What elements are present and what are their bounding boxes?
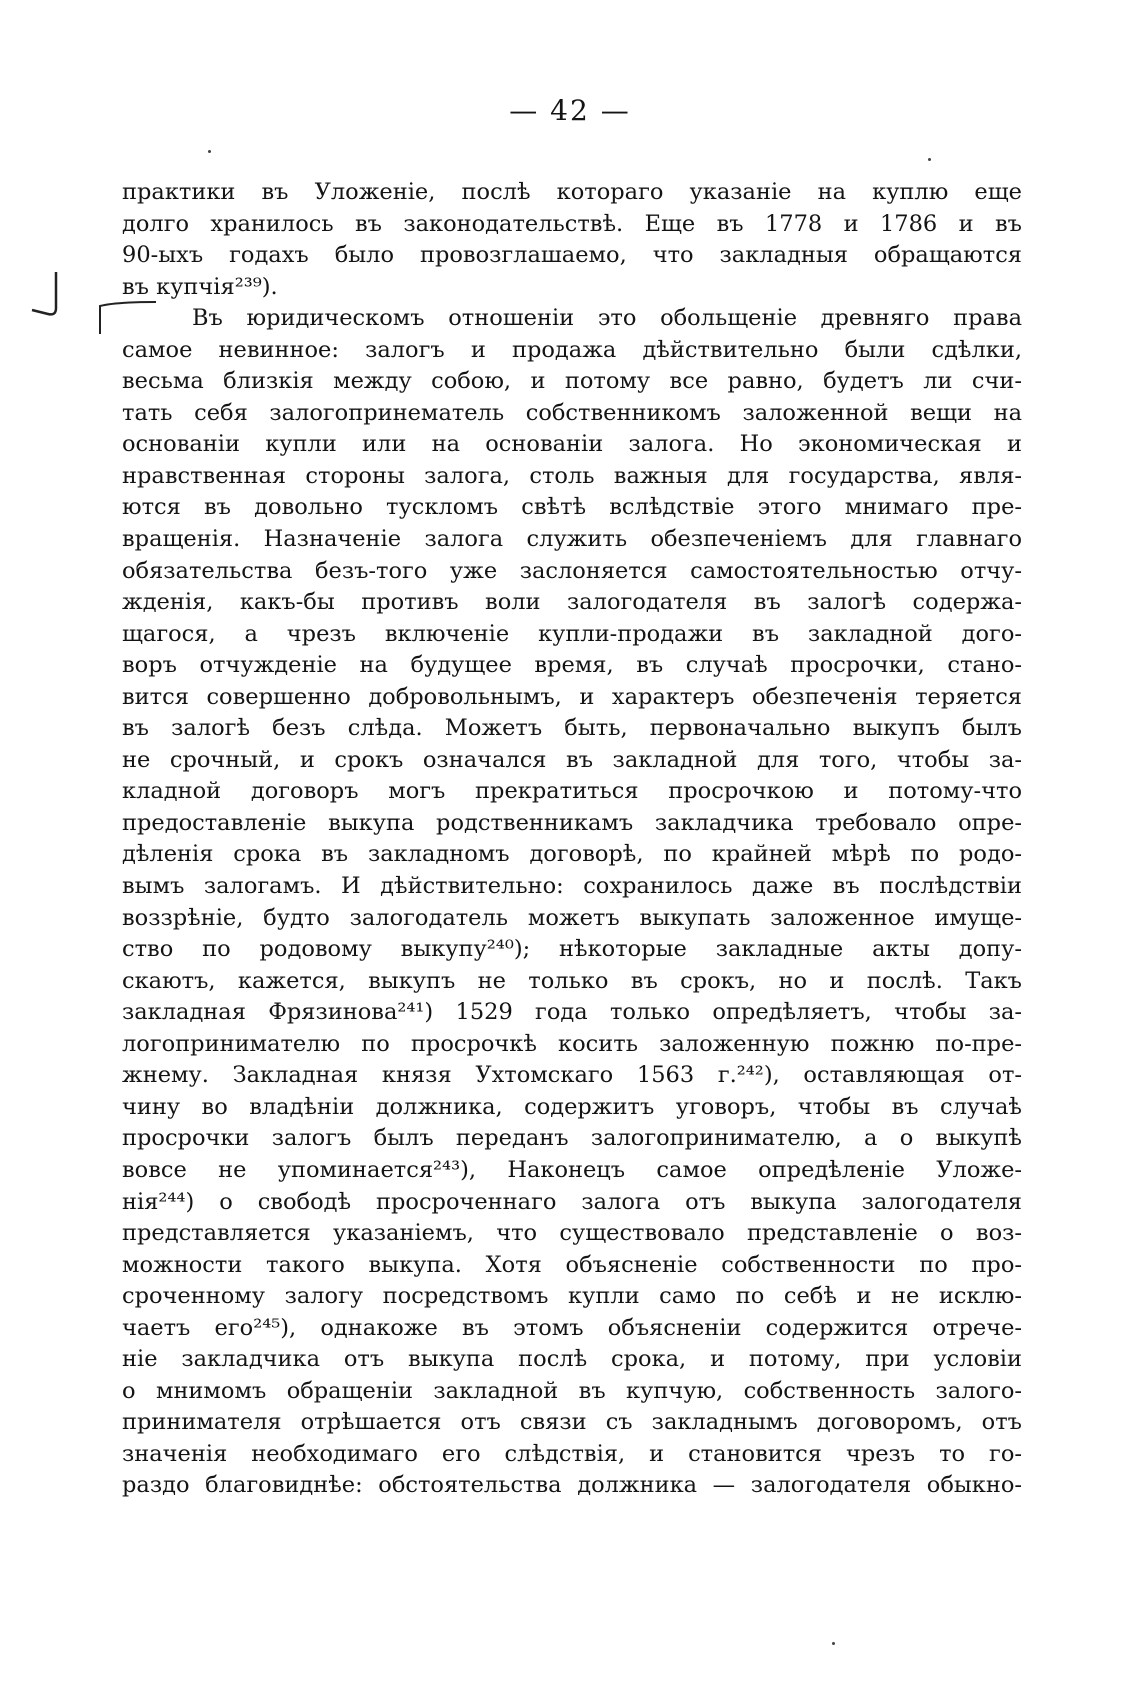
text-line: въ залогѣ безъ слѣда. Можетъ быть, первоначально выкупъ былъ bbox=[122, 715, 1022, 742]
text-line: просрочки залогъ былъ переданъ залогопринимателю, а о выкупѣ bbox=[122, 1125, 1022, 1152]
text-line: воръ отчужденіе на будущее время, въ случаѣ просрочки, стано- bbox=[122, 652, 1022, 679]
body-text bbox=[122, 177, 1022, 1502]
text-line: закладная Фрязинова²⁴¹) 1529 года только опредѣляетъ, чтобы за- bbox=[122, 999, 1022, 1026]
text-line: ніе закладчика отъ выкупа послѣ срока, и потому, при условіи bbox=[122, 1346, 1022, 1373]
text-line: нія²⁴⁴) о свободѣ просроченнаго залога отъ выкупа залогодателя bbox=[122, 1188, 1022, 1215]
text-line: въ купчія²³⁹). bbox=[122, 273, 278, 300]
page-number: — 42 — bbox=[509, 94, 631, 127]
page-speck bbox=[928, 158, 931, 161]
text-line: жнему. Закладная князя Ухтомскаго 1563 г.²⁴²), оставляющая от- bbox=[122, 1062, 1022, 1089]
text-line: вымъ залогамъ. И дѣйствительно: сохранилось даже въ послѣдствіи bbox=[122, 873, 1022, 900]
text-line: 90-ыхъ годахъ было провозглашаемо, что закладныя обращаются bbox=[122, 242, 1022, 269]
text-line: можности такого выкупа. Хотя объясненіе собственности по про- bbox=[122, 1251, 1022, 1278]
text-line: вится совершенно добровольнымъ, и характеръ обезпеченія теряется bbox=[122, 683, 1022, 710]
text-line: жденія, какъ-бы противъ воли залогодателя въ залогѣ содержа- bbox=[122, 589, 1022, 616]
text-line: представляется указаніемъ, что существовало представленіе о воз- bbox=[122, 1220, 1022, 1247]
text-line: дѣленія срока въ закладномъ договорѣ, по крайней мѣрѣ по родо- bbox=[122, 841, 1022, 868]
text-line: вовсе не упоминается²⁴³), Наконецъ самое опредѣленіе Уложе- bbox=[122, 1156, 1022, 1183]
text-line: принимателя отрѣшается отъ связи съ закладнымъ договоромъ, отъ bbox=[122, 1409, 1022, 1436]
text-line: практики въ Уложеніе, послѣ котораго указаніе на куплю еще bbox=[122, 179, 1022, 205]
text-line: сроченному залогу посредствомъ купли само по себѣ и не исклю- bbox=[122, 1283, 1022, 1310]
text-line: раздо благовиднѣе: обстоятельства должника — залогодателя обыкно- bbox=[122, 1472, 1022, 1499]
text-line: основаніи купли или на основаніи залога. Но экономическая и bbox=[122, 431, 1022, 458]
text-line: самое невинное: залогъ и продажа дѣйствительно были сдѣлки, bbox=[122, 336, 1022, 363]
text-line: кладной договоръ могъ прекратиться просрочкою и потому-что bbox=[122, 778, 1022, 805]
text-line: вращенія. Назначеніе залога служить обезпеченіемъ для главнаго bbox=[122, 526, 1022, 553]
text-line: чаетъ его²⁴⁵), однакоже въ этомъ объясненіи содержится отрече- bbox=[122, 1314, 1022, 1341]
text-line: ются въ довольно тускломъ свѣтѣ вслѣдствіе этого мнимаго пре- bbox=[122, 494, 1022, 521]
text-line: предоставленіе выкупа родственникамъ закладчика требовало опре- bbox=[122, 809, 1022, 836]
text-line: весьма близкія между собою, и потому все равно, будетъ ли счи- bbox=[122, 368, 1022, 395]
margin-bracket-mark bbox=[26, 268, 66, 328]
text-line: скаютъ, кажется, выкупъ не только въ срокъ, но и послѣ. Такъ bbox=[122, 967, 1022, 994]
text-line: нравственная стороны залога, столь важныя для государства, явля- bbox=[122, 462, 1022, 489]
text-line: Въ юридическомъ отношеніи это обольщеніе древняго права bbox=[192, 305, 1022, 332]
text-line: ство по родовому выкупу²⁴⁰); нѣкоторые закладные акты допу- bbox=[122, 936, 1022, 963]
text-line: значенія необходимаго его слѣдствія, и становится чрезъ то го- bbox=[122, 1440, 1022, 1467]
text-line: о мнимомъ обращеніи закладной въ купчую, собственность залого- bbox=[122, 1377, 1022, 1404]
text-line: обязательства безъ-того уже заслоняется самостоятельностью отчу- bbox=[122, 557, 1022, 584]
text-line: логопринимателю по просрочкѣ косить заложенную пожню по-пре- bbox=[122, 1030, 1022, 1057]
text-line: воззрѣніе, будто залогодатель можетъ выкупать заложенное имуще- bbox=[122, 904, 1022, 931]
text-line: щагося, а чрезъ включеніе купли-продажи въ закладной дого- bbox=[122, 620, 1022, 647]
text-line: тать себя залогопринематель собственникомъ заложенной вещи на bbox=[122, 399, 1022, 426]
page-speck bbox=[832, 1642, 835, 1645]
text-line: не срочный, и срокъ означался въ закладной для того, чтобы за- bbox=[122, 746, 1022, 773]
text-line: чину во владѣніи должника, содержитъ уговоръ, чтобы въ случаѣ bbox=[122, 1093, 1022, 1120]
text-line: долго хранилось въ законодательствѣ. Еще въ 1778 и 1786 и въ bbox=[122, 210, 1022, 237]
page-speck bbox=[208, 150, 211, 153]
